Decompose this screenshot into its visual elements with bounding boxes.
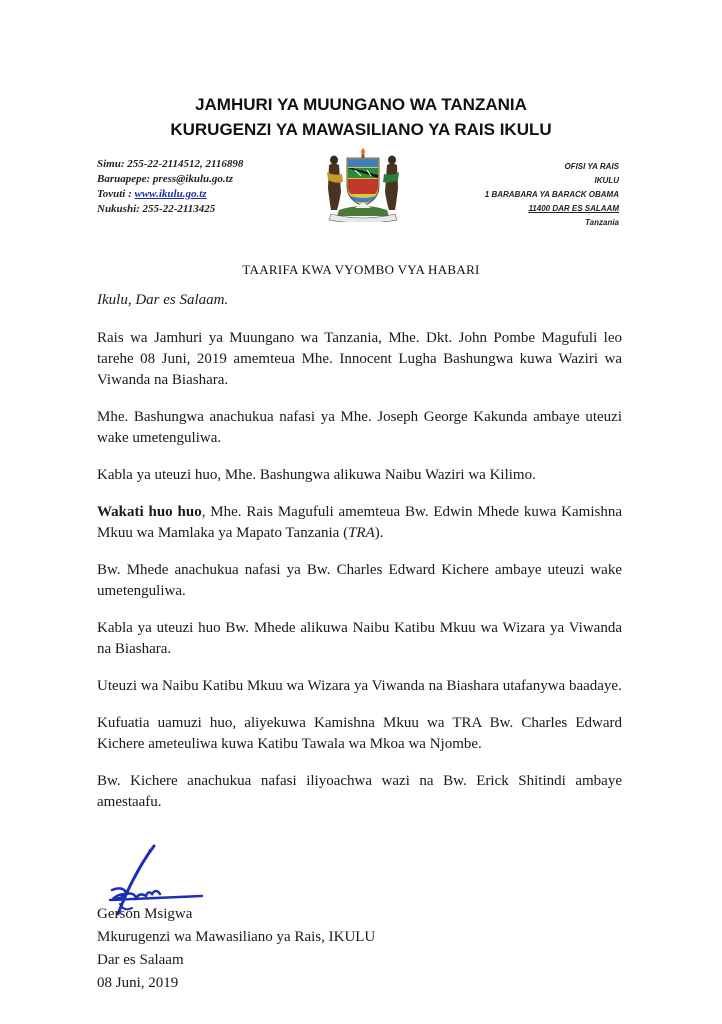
paragraph: Uteuzi wa Naibu Katibu Mkuu wa Wizara ya Viwanda na Biashara utafanywa baadaye.	[97, 678, 622, 694]
contact-block	[97, 157, 243, 217]
signatory-position: Mkurugenzi wa Mawasiliano ya Rais, IKULU	[97, 929, 376, 945]
contact-fax: Nukushi: 255-22-2113425	[97, 203, 216, 215]
contact-phone: Simu: 255-22-2114512, 2116898	[97, 158, 244, 170]
coat-of-arms-icon	[317, 148, 409, 222]
paragraph: Bw. Kichere anachukua nafasi iliyoachwa wazi na Bw. Erick Shitindi ambaye amestaafu.	[97, 773, 622, 810]
place-line: Ikulu, Dar es Salaam.	[97, 292, 229, 308]
press-release-body	[97, 328, 622, 829]
paragraph: Kabla ya uteuzi huo, Mhe. Bashungwa alikuwa Naibu Waziri wa Kilimo.	[97, 467, 536, 483]
address-office: OFISI YA RAIS	[564, 162, 619, 171]
signoff-city: Dar es Salaam	[97, 952, 184, 968]
contact-website	[97, 187, 243, 202]
website-label: Tovuti :	[97, 188, 135, 200]
document-title: TAARIFA KWA VYOMBO VYA HABARI	[242, 262, 480, 277]
paragraph: Kufuatia uamuzi huo, aliyekuwa Kamishna Mkuu wa TRA Bw. Charles Edward Kichere ameteuliwa kuwa Katibu Tawala wa Mkoa wa Njombe.	[97, 715, 622, 752]
signoff-block	[97, 903, 375, 995]
paragraph: Rais wa Jamhuri ya Muungano wa Tanzania, Mhe. Dkt. John Pombe Magufuli leo tarehe 08 Juni, 2019 amemteua Mhe. Innocent Lugha Bashungwa kuwa Waziri wa Viwanda na Biashara.	[97, 330, 622, 388]
contact-email: Baruapepe: press@ikulu.go.tz	[97, 173, 233, 185]
header-republic: JAMHURI YA MUUNGANO WA TANZANIA	[195, 95, 527, 114]
address-street: 1 BARABARA YA BARACK OBAMA	[484, 190, 619, 199]
address-block	[485, 160, 619, 230]
website-link[interactable]: www.ikulu.go.tz	[134, 188, 207, 200]
paragraph-emphasis: Wakati huo huo	[97, 504, 202, 520]
paragraph: Kabla ya uteuzi huo Bw. Mhede alikuwa Naibu Katibu Mkuu wa Wizara ya Viwanda na Biashara.	[97, 620, 622, 657]
paragraph-italic: TRA	[348, 525, 375, 541]
header-directorate: KURUGENZI YA MAWASILIANO YA RAIS IKULU	[170, 120, 552, 139]
address-postal: 11400 DAR ES SALAAM	[528, 204, 619, 213]
paragraph-text: , Mhe. Rais Magufuli amemteua Bw. Edwin Mhede kuwa Kamishna Mkuu wa Mamlaka ya Mapato Tanzania (	[97, 504, 622, 541]
paragraph: Mhe. Bashungwa anachukua nafasi ya Mhe. Joseph George Kakunda ambaye uteuzi wake umetenguliwa.	[97, 409, 622, 446]
signoff-date: 08 Juni, 2019	[97, 975, 179, 991]
address-ikulu: IKULU	[594, 176, 619, 185]
address-country: Tanzania	[585, 218, 619, 227]
signatory-name: Gerson Msigwa	[97, 906, 193, 922]
paragraph: Bw. Mhede anachukua nafasi ya Bw. Charles Edward Kichere ambaye uteuzi wake umetenguliwa.	[97, 562, 622, 599]
paragraph-end: ).	[374, 525, 384, 541]
paragraph	[97, 502, 622, 544]
